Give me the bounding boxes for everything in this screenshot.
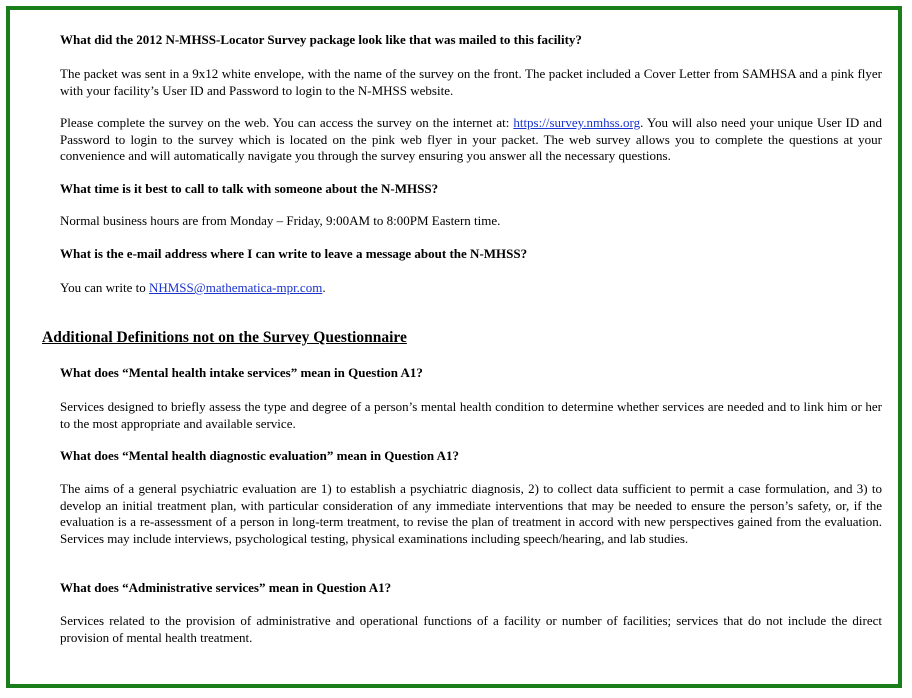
web-survey-text-before: Please complete the survey on the web. You can access the survey on the internet at:: [60, 115, 514, 130]
survey-website-link[interactable]: https://survey.nmhss.org: [513, 115, 641, 130]
faq-question-survey-package: What did the 2012 N-MHSS-Locator Survey package look like that was mailed to this facility?: [60, 32, 582, 47]
definition-question-intake: What does “Mental health intake services” mean in Question A1?: [60, 365, 423, 380]
faq-answer-survey-package: The packet was sent in a 9x12 white envelope, with the name of the survey on the front. The packet included a Cover Letter from SAMHSA and a pink flyer with your facility’s User ID and Password to login to the N-MHSS website.: [60, 66, 882, 98]
email-link[interactable]: NHMSS@mathematica-mpr.com: [148, 280, 323, 295]
faq-answer-email: [60, 280, 882, 297]
faq-answer-web-survey: [60, 115, 882, 165]
definition-question-diagnostic: What does “Mental health diagnostic evaluation” mean in Question A1?: [60, 448, 460, 463]
web-survey-text-after: . You will also need your unique User ID and Password to login to the survey which is located on the pink web flyer in your packet. The web survey allows you to complete the questions at your convenience and will automatically navigate you through the survey ensuring you answer all the necessary questions.: [60, 115, 882, 163]
definition-question-administrative: What does “Administrative services” mean in Question A1?: [60, 580, 392, 595]
document-content: [10, 10, 898, 684]
section-title: Additional Definitions not on the Survey Questionnaire: [42, 329, 407, 346]
email-text-before: You can write to: [60, 280, 149, 295]
definition-answer-diagnostic: The aims of a general psychiatric evaluation are 1) to establish a psychiatric diagnosis, 2) to collect data sufficient to permit a case formulation, and 3) to develop an initial treatment plan, with particular consideration of any immediate interventions that may be needed to ensure the person’s safety, or, if the evaluation is a re-assessment of a person in long-term treatment, to revise the plan of treatment in accord with new perspectives gained from the evaluation. Services may include interviews, psychological testing, physical examinations including speech/hearing, and lab studies.: [60, 481, 882, 546]
faq-question-call-time: What time is it best to call to talk with someone about the N-MHSS?: [60, 181, 439, 196]
definition-answer-intake: Services designed to briefly assess the type and degree of a person’s mental health condition to determine whether services are needed and to link him or her to the most appropriate and available service.: [60, 399, 882, 431]
email-text-after: .: [322, 280, 326, 295]
faq-answer-call-time: Normal business hours are from Monday – Friday, 9:00AM to 8:00PM Eastern time.: [60, 213, 501, 228]
faq-question-email: What is the e-mail address where I can write to leave a message about the N-MHSS?: [60, 246, 528, 261]
document-frame: [6, 6, 902, 688]
definition-answer-administrative: Services related to the provision of administrative and operational functions of a facility or number of facilities; services that do not include the direct provision of mental health treatment.: [60, 613, 882, 645]
